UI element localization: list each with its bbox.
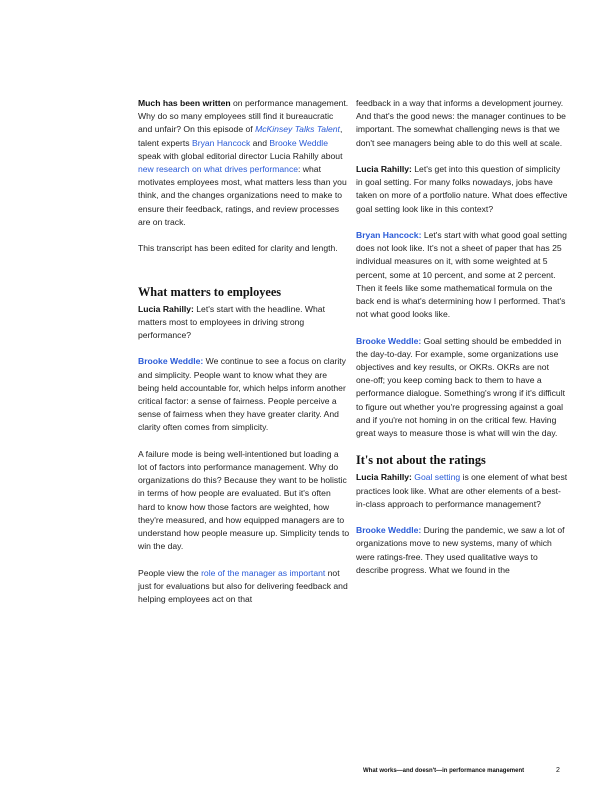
answer-text: Goal setting should be embedded in the day-to-day. For example, some organizations use objectives and key results, or OKRs. OKRs are not one-off; you keep coming back to them to have a performance dialogue. Something's wrong if it's difficult to figure out whether you're progressing against a goal and if you're not homing in on the critical few. Having great ways to measure those is what will win the day. [356,335,566,439]
speaker-brooke: Brooke Weddle: [356,335,422,346]
answer-text: During the pandemic, we saw a lot of organizations move to new systems, many of which were ratings-free. They used qualitative ways to describe progress. What we found in the [356,525,565,575]
intro-text: speak with global editorial director Lucia Rahilly about [138,150,343,161]
intro-text: , talent experts [138,124,343,148]
question-text: Let's get into this question of simplicity in goal setting. For many folks nowadays, jobs have taken on more of a portfolio nature. What does effective goal setting look like in this context? [356,164,568,214]
intro-paragraph [138,97,350,229]
speaker-bryan: Bryan Hancock: [356,230,422,240]
page-number: 2 [556,767,560,774]
footer-title: What works—and doesn't—in performance management [363,768,525,774]
manager-paragraph [138,567,350,607]
answer-text: We continue to see a focus on clarity and simplicity. People want to know what they are being held accountable for, which helps inform another critical factor: a sense of fairness. People perceive a sense of fairness when they have greater clarity. And clarity often comes from simplicity. [138,356,346,433]
show-link[interactable]: McKinsey Talks Talent [255,124,340,135]
intro-text: on performance management. Why do so many employees still find it bureaucratic and unfair? On this episode of [138,98,349,135]
answer-paragraph [138,355,350,434]
question-text: is one element of what best practices look like. What are other elements of a best-in-class approach to performance management? [356,472,568,509]
right-column [356,97,568,590]
speaker-brooke: Brooke Weddle: [138,356,204,367]
section-heading-employees: What matters to employees [138,284,282,299]
manager-text: not just for evaluations but also for delivering feedback and helping employees act on that [138,567,348,605]
speaker-lucia: Lucia Rahilly: [356,164,412,174]
bryan-hancock-link[interactable]: Bryan Hancock [191,137,251,148]
question-text: Let's start with the headline. What matters most to employees in driving strong performance? [138,303,325,341]
intro-text: and [250,137,270,148]
answer-paragraph [356,335,568,441]
section-heading-ratings: It's not about the ratings [356,453,486,468]
speaker-brooke: Brooke Weddle: [356,525,422,536]
goal-setting-link[interactable]: Goal setting [414,472,461,483]
answer-paragraph [356,229,568,321]
speaker-lucia: Lucia Rahilly: [356,472,412,483]
manager-text: People view the [138,567,202,578]
editing-note: This transcript has been edited for clarity and length. [138,243,338,254]
intro-text: : what motivates employees most, what matters less than you think, and the changes organizations need to make to ensure their feedback, ratings, and review processes are on track. [138,164,347,227]
brooke-weddle-link[interactable]: Brooke Weddle [269,137,328,148]
question-paragraph [356,163,568,216]
continuation-paragraph: feedback in a way that informs a development journey. And that's the good news: the manager continues to be important. The somewhat challenging news is that we don't see managers being able to do this well at scale. [356,98,566,148]
question-paragraph [356,471,568,511]
failure-paragraph: A failure mode is being well-intentioned but loading a lot of factors into performance management. Why do organizations do this? Because they want to be holistic in terms of how people are evaluated. But it's often hard to know how those factors are weighted, how they're measured, and how equipped managers are to understand how people measure up. Simplicity tends to win the day. [138,448,350,552]
research-link[interactable]: new research on what drives performance [138,164,299,175]
question-paragraph [138,303,350,343]
speaker-lucia: Lucia Rahilly: [138,303,194,314]
answer-text: Let's start with what good goal setting does not look like. It's not a sheet of paper that has 25 individual measures on it, with some weighted at 5 percent, some at 10 percent, and some at 2 percent. Then it feels like some mathematical formula on the back end is what's determining how I performed. That's not what good looks like. [356,230,567,320]
manager-role-link[interactable]: role of the manager as important [201,567,326,578]
answer-paragraph [356,524,568,577]
left-column [138,97,350,619]
intro-lead: Much has been written [138,98,231,108]
